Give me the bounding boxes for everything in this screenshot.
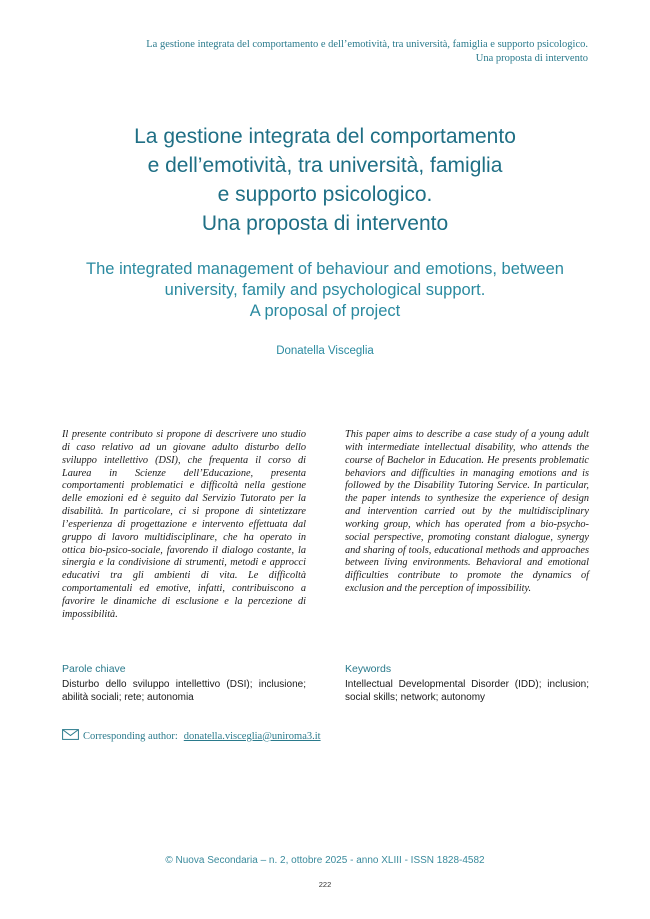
corresponding-email-link[interactable]: donatella.visceglia@uniroma3.it xyxy=(183,730,321,742)
keywords-italian-text: Disturbo dello sviluppo intellettivo (DSI); inclusione; abilità sociali; rete; autonomia xyxy=(62,679,306,703)
keywords-english-heading: Keywords xyxy=(345,663,392,675)
corresponding-author xyxy=(62,729,321,743)
corresponding-label: Corresponding author: xyxy=(83,730,178,742)
running-head-line-1: La gestione integrata del comportamento e dell’emotività, tra università, famiglia e supporto psicologico. xyxy=(146,39,588,50)
abstract-english: This paper aims to describe a case study of a young adult with intermediate intellectual disability, who attends the course of Bachelor in Education. He presents problematic behaviors and difficulties in managing emotions and is followed by the Disability Tutoring Service. In particular, the paper intends to synthesize the experience of design and intervention carried out by the multidisciplinary working group, which has operated from a bio-psycho-social perspective, promoting constant dialogue, synergy and sharing of tools, educational methods and approaches between living environments. Behavioral and emotional difficulties contribute to promote the dynamics of exclusion and the perception of impossibility. xyxy=(345,429,589,595)
keywords-english-text: Intellectual Developmental Disorder (IDD); inclusion; social skills; network; autonomy xyxy=(345,679,589,703)
abstract-italian: Il presente contributo si propone di descrivere uno studio di caso relativo ad un giovane adulto disturbo dello sviluppo intellettivo (DSI), che frequenta il corso di Laurea in Scienze dell’Educazione, presenta comportamenti problematici e difficoltà nella gestione delle emozioni ed è seguito dal Servizio Tutorato per la disabilità. In particolare, ci si propone di sintetizzare l’esperienza di progettazione e intervento effettuata dal gruppo di lavoro multidisciplinare, che ha operato in ottica bio-psico-sociale, favorendo il dialogo costante, la sinergia e la condivisione di strumenti, metodi e approcci educativi tra gli ambienti di vita. Le difficoltà comportamentali ed emotive, infatti, contribuiscono a favorire le dinamiche di esclusione e la percezione di impossibilità. xyxy=(62,429,306,620)
title-italian xyxy=(40,122,610,238)
envelope-icon xyxy=(62,729,83,743)
running-head-line-2: Una proposta di intervento xyxy=(475,53,588,64)
footer-citation: © Nuova Secondaria – n. 2, ottobre 2025 - anno XLIII - ISSN 1828-4582 xyxy=(165,855,485,866)
author-name: Donatella Visceglia xyxy=(276,345,374,357)
keywords-italian-heading: Parole chiave xyxy=(62,663,126,675)
title-italian-line: e supporto psicologico. xyxy=(217,183,433,206)
page-number: 222 xyxy=(318,880,332,889)
title-english xyxy=(40,259,610,322)
title-italian-line: La gestione integrata del comportamento xyxy=(134,125,516,148)
title-english-line: The integrated management of behaviour and emotions, between xyxy=(86,260,564,278)
title-italian-line: e dell’emotività, tra università, famiglia xyxy=(147,154,503,177)
title-english-line: university, family and psychological support. xyxy=(164,281,486,299)
title-italian-line: Una proposta di intervento xyxy=(201,212,449,235)
title-english-line: A proposal of project xyxy=(249,302,401,320)
running-head xyxy=(28,38,588,66)
